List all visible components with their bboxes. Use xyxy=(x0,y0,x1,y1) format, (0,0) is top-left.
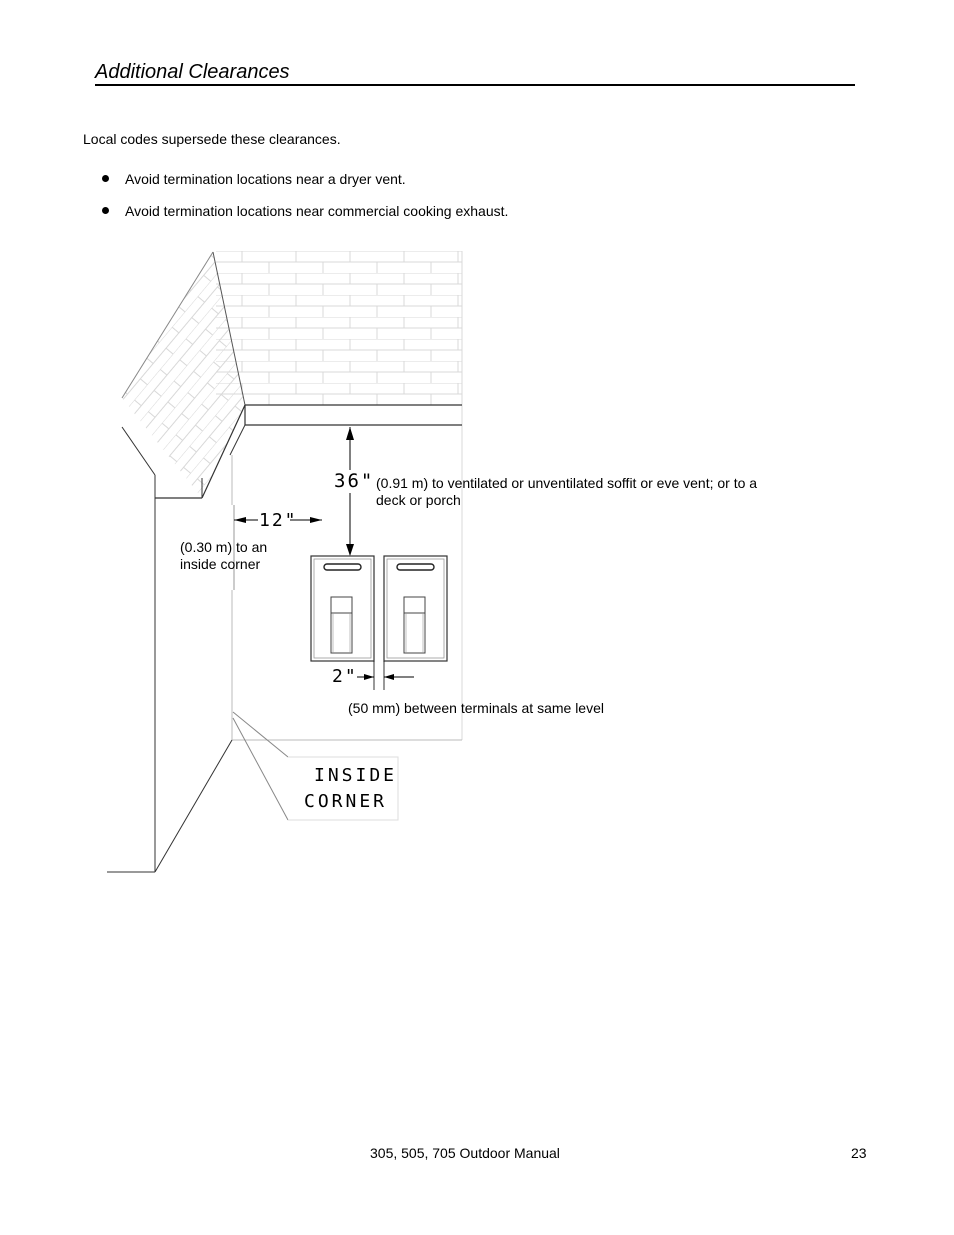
water-heater-unit xyxy=(311,556,374,661)
bullet-text: Avoid termination locations near a dryer vent. xyxy=(125,171,406,187)
bullet-text: Avoid termination locations near commercial cooking exhaust. xyxy=(125,203,509,219)
dim-36: 36" xyxy=(334,470,375,492)
intro-text: Local codes supersede these clearances. xyxy=(83,131,341,147)
label-12: (0.30 m) to an inside corner xyxy=(180,539,268,572)
footer-manual-title: 305, 505, 705 Outdoor Manual xyxy=(370,1145,560,1161)
inside-corner-line2: CORNER xyxy=(304,791,388,812)
label-2: (50 mm) between terminals at same level xyxy=(348,700,604,716)
brick-wall xyxy=(216,251,462,405)
section-title: Additional Clearances xyxy=(95,60,855,86)
inside-corner-line1: INSIDE xyxy=(314,765,398,786)
dim-2: 2" xyxy=(332,666,358,687)
label-36: (0.91 m) to ventilated or unventilated soffit or eve vent; or to a deck or porch xyxy=(376,475,758,508)
water-heater-unit xyxy=(384,556,447,661)
dim-12: 12" xyxy=(259,510,298,531)
page-number: 23 xyxy=(851,1145,867,1161)
